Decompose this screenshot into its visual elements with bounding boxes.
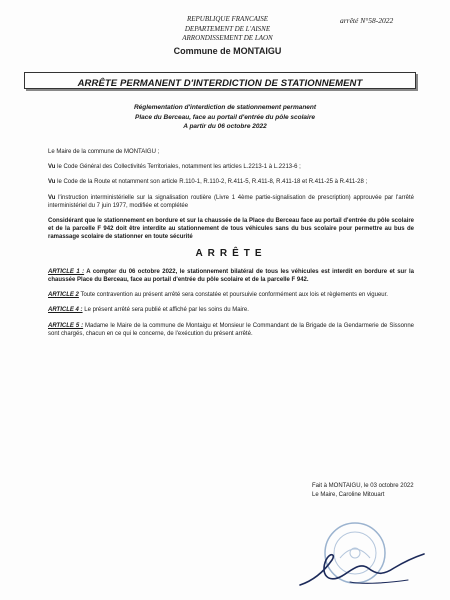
subtitle [60, 103, 390, 132]
article-2-text: Toute contravention au présent arrêté sera constatée et poursuivie conformément aux lois et règlements en vigueur. [78, 292, 388, 299]
place-date: Fait à MONTAIGU, le 03 octobre 2022 [312, 483, 414, 489]
arrete-number: arrêté N°58-2022 [340, 16, 394, 25]
vu-text: le Code Général des Collectivités Territoriales, notamment les articles L.2213-1 à L.2213-6 ; [55, 164, 301, 171]
article-5 [48, 322, 414, 338]
article-4-label: ARTICLE 4 : [48, 307, 83, 314]
article-5-label: ARTICLE 5 : [48, 322, 84, 329]
article-1 [48, 268, 414, 284]
article-1-label: ARTICLE 1 : [48, 268, 85, 275]
document-title-box [24, 72, 416, 89]
departement-line: DEPARTEMENT DE L'AISNE [184, 24, 271, 33]
republique-line: REPUBLIQUE FRANCAISE [186, 15, 269, 23]
article-5-text: Madame le Maire de la commune de Montaigu et Monsieur le Commandant de la Brigade de la Gendarmerie de Sissonne sont chargés, chacun en ce qui le concerne, de l'exécution du présent arrêté. [48, 322, 415, 337]
arrondissement-line: ARRONDISSEMENT DE LAON [182, 34, 273, 42]
vu-paragraph-2 [48, 178, 414, 186]
considerant-paragraph: Considérant que le stationnement en bordure et sur la chaussée de la Place du Berceau face au portail d'entrée du pôle scolaire et de la parcelle F 942 doit être interdite au stationnement de tous véhicules sans du bus scolaire pour permettre au bus de ramassage scolaire de stationner en toute sécurité [48, 218, 414, 241]
vu-text: le Code de la Route et notamment son article R.110-1, R.110-2, R.411-5, R.411-8, R.411-18 et R.411-25 à R.411-28 ; [55, 179, 368, 186]
document-body [48, 148, 414, 345]
signoff-block [312, 482, 422, 500]
article-1-text: A compter du 06 octobre 2022, le stationnement bilatéral de tous les véhicules est interdit en bordure et sur la chaussée Place du Berceau, face au portail d'entrée du pôle scolaire et de la parcelle F 942. [48, 268, 414, 284]
vu-text: l'instruction interministérielle sur la signalisation routière (Livre 1 4ème partie-signalisation de prescription) approuvée par l'arrêté interministériel du 7 juin 1977, modifiée et complétée [48, 194, 414, 209]
vu-label: Vu [48, 179, 56, 186]
article-4-text: Le présent arrêté sera publié et affiché par les soins du Maire. [82, 307, 249, 314]
article-2 [48, 291, 414, 299]
subtitle-line-2: Place du Berceau, face au portail d'entrée du pôle scolaire [135, 113, 315, 121]
signatory: Le Maire, Caroline Mitouart [312, 492, 385, 498]
subtitle-line-3: A partir du 06 octobre 2022 [183, 123, 267, 130]
republic-header [170, 15, 285, 57]
article-2-label: ARTICLE 2 [48, 292, 79, 299]
vu-label: Vu [48, 194, 56, 201]
vu-paragraph-1 [48, 163, 414, 171]
arrete-heading: ARRÊTE [195, 247, 267, 259]
handwritten-signature [290, 540, 430, 595]
article-4 [48, 306, 414, 314]
subtitle-line-1: Réglementation d'interdiction de stationnement permanent [133, 104, 317, 111]
document-title: ARRÊTE PERMANENT D'INTERDICTION DE STATIONNEMENT [77, 78, 363, 89]
vu-paragraph-3 [48, 194, 414, 210]
commune-name: Commune de MONTAIGU [173, 45, 282, 56]
vu-label: Vu [48, 164, 56, 171]
maire-line: Le Maire de la commune de MONTAIGU ; [48, 149, 160, 155]
